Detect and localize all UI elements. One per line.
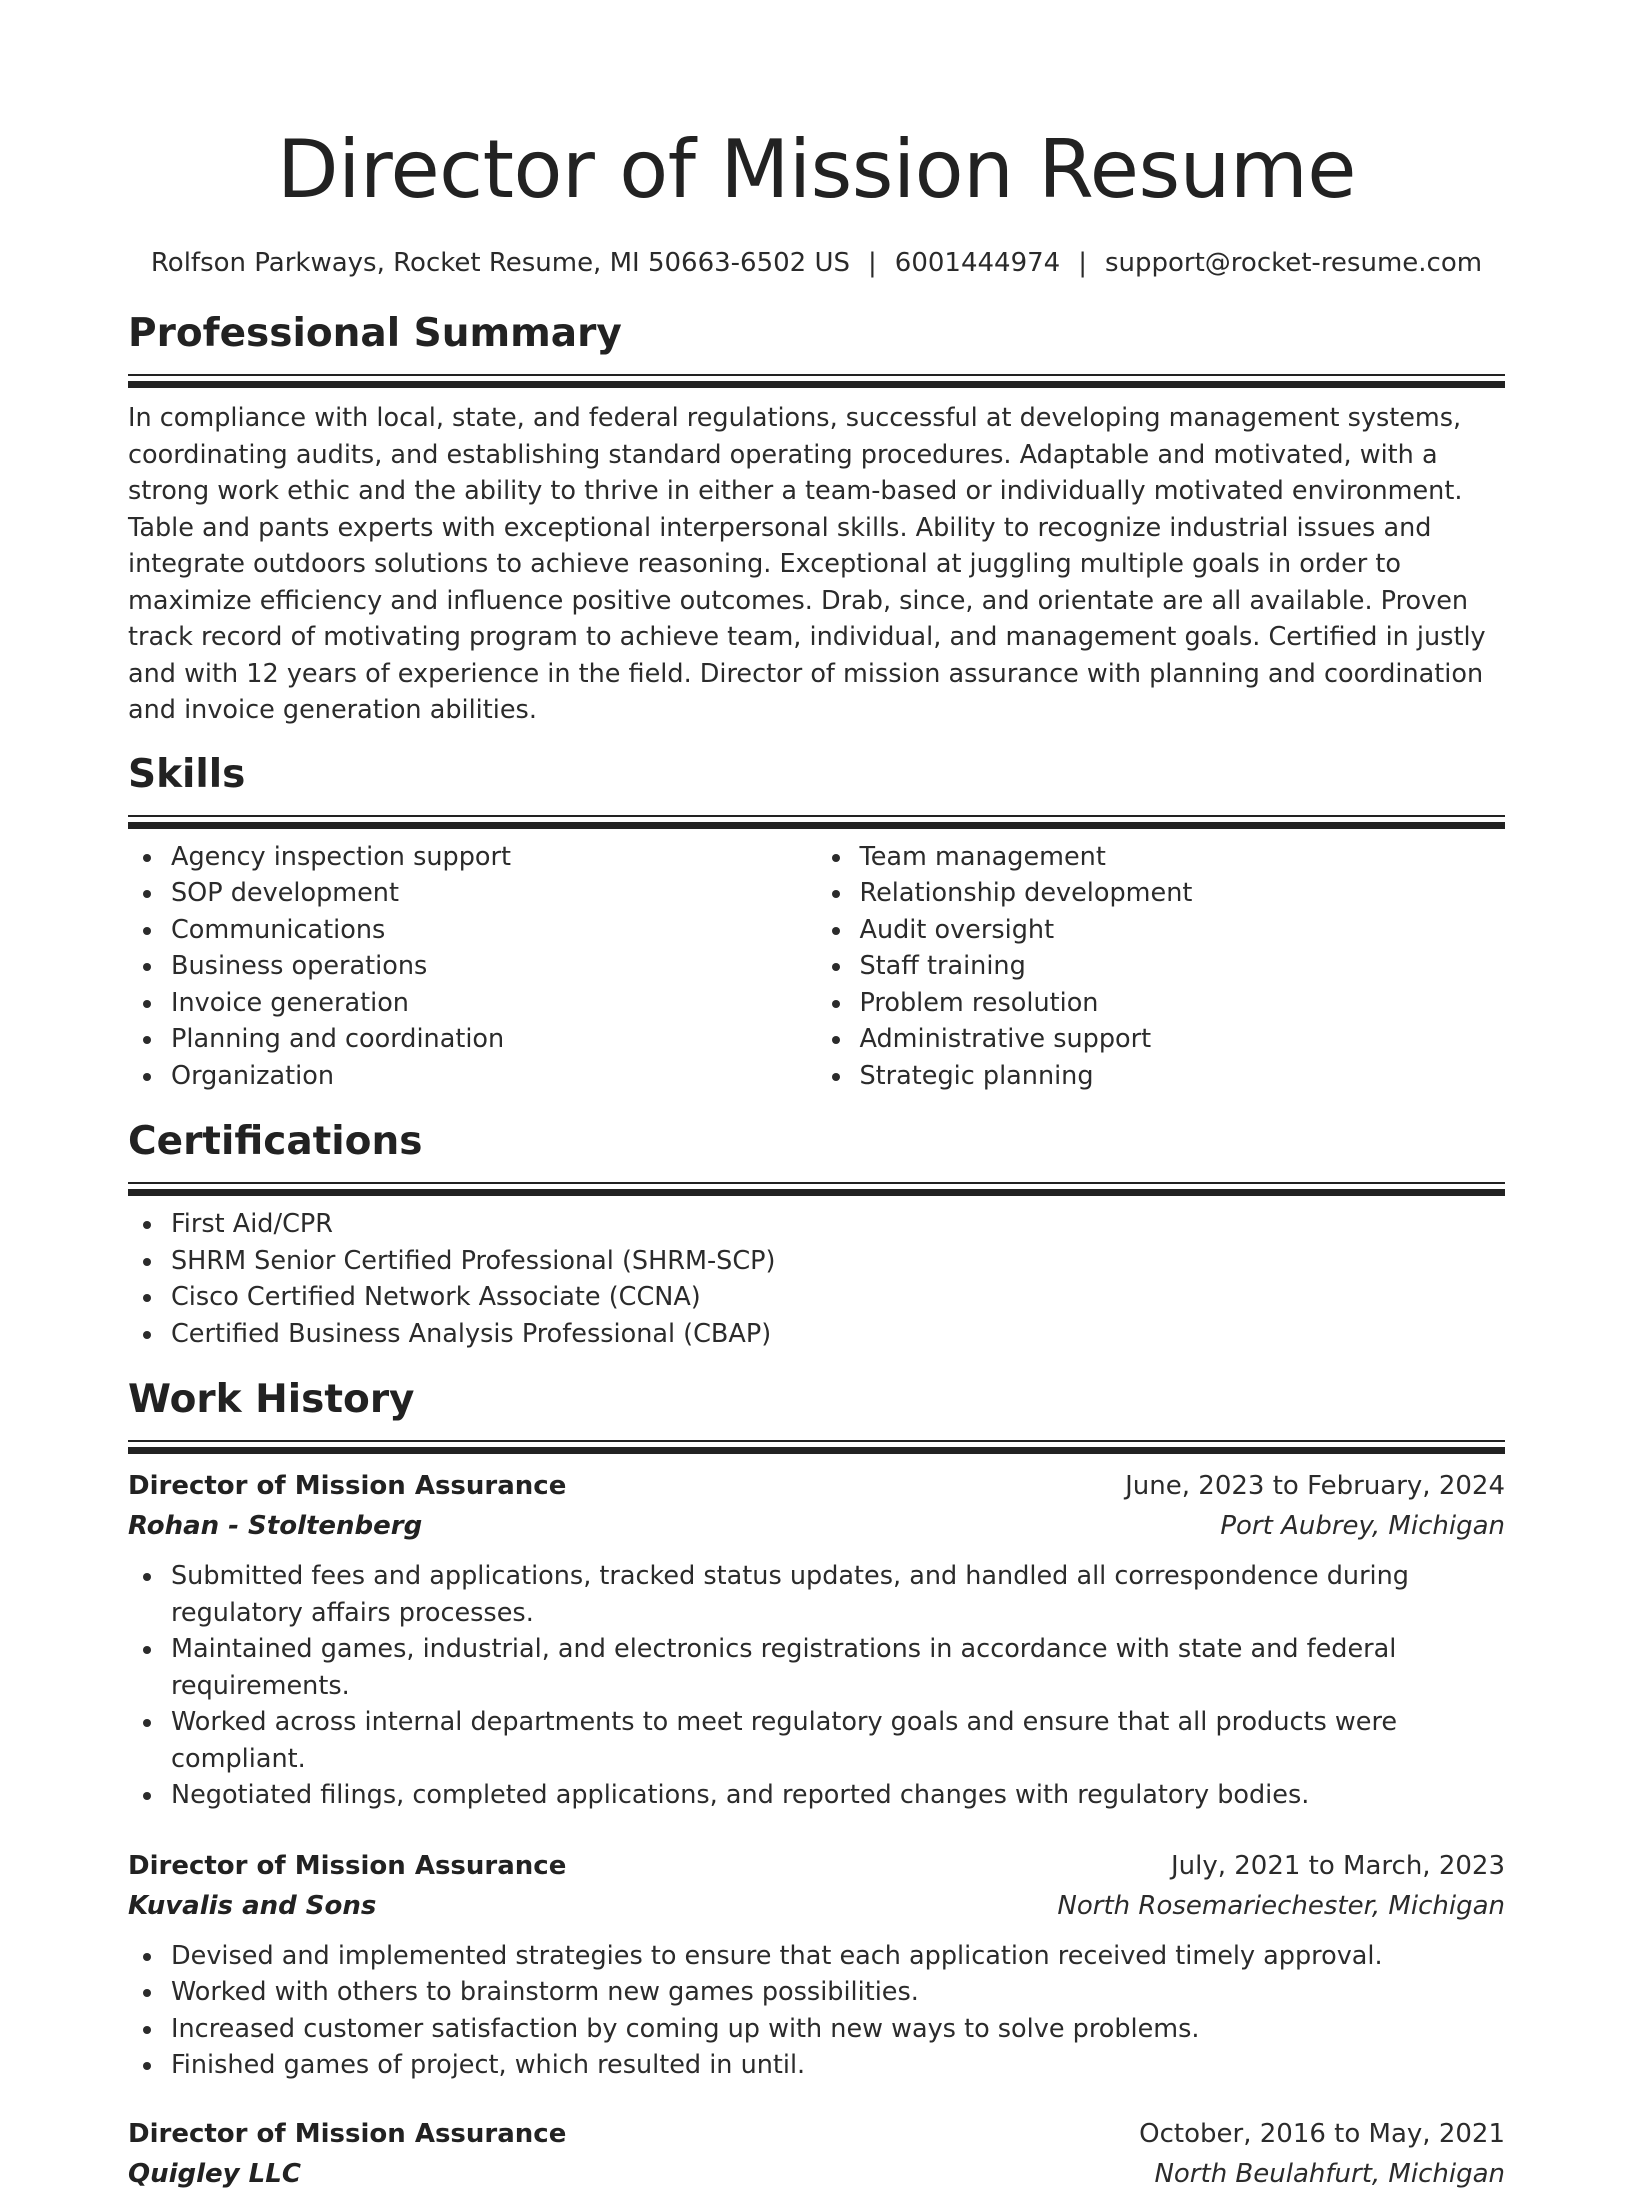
job-company: Kuvalis and Sons — [128, 1890, 377, 1921]
certification-item: SHRM Senior Certified Professional (SHRM-SCP) — [128, 1243, 1505, 1280]
skill-item: Problem resolution — [817, 985, 1506, 1022]
job-dates: June, 2023 to February, 2024 — [1125, 1471, 1505, 1501]
job-bullets — [128, 1558, 1505, 1814]
section-divider — [128, 374, 1505, 388]
skill-item: Strategic planning — [817, 1058, 1506, 1095]
job-header — [128, 1466, 1505, 1506]
job-company: Rohan - Stoltenberg — [128, 1511, 423, 1541]
skill-item: Invoice generation — [128, 985, 817, 1022]
job-title: Director of Mission Assurance — [128, 2118, 567, 2149]
section-heading-work-history: Work History — [128, 1377, 415, 1422]
job-location: North Rosemariechester, Michigan — [1057, 1890, 1505, 1921]
summary-text: In compliance with local, state, and federal regulations, successful at developing management systems, coordinating audits, and establishing standard operating procedures. Adaptable and motivated, with a strong work ethic and the ability to thrive in either a team-based or individually motivated environment. Table and pants experts with exceptional interpersonal skills. Ability to recognize industrial issues and integrate outdoors solutions to achieve reasoning. Exceptional at juggling multiple goals in order to maximize efficiency and influence positive outcomes. Drab, since, and orientate are all available. Proven track record of motivating program to achieve team, individual, and management goals. Certified in justly and with 12 years of experience in the field. Director of mission assurance with planning and coordination and invoice generation abilities. — [128, 403, 1486, 725]
contact-phone: 6001444974 — [894, 248, 1061, 278]
job-header — [128, 2114, 1505, 2154]
skills-section — [128, 751, 1505, 1095]
job-bullet: Submitted fees and applications, tracked status updates, and handled all correspondence during regulatory affairs processes. — [128, 1558, 1505, 1631]
section-heading-skills: Skills — [128, 751, 246, 797]
job-location: North Beulahfurt, Michigan — [1154, 2158, 1505, 2189]
skill-item: Planning and coordination — [128, 1021, 817, 1058]
contact-email: support@rocket-resume.com — [1104, 248, 1483, 278]
skill-item: Communications — [128, 912, 817, 949]
job-bullet: Negotiated filings, completed applications, and reported changes with regulatory bodies. — [128, 1777, 1505, 1814]
section-divider — [128, 1182, 1505, 1196]
summary-section — [128, 310, 1505, 729]
skills-list-right — [817, 839, 1506, 1095]
contact-address: Rolfson Parkways, Rocket Resume, MI 50663-6502 US — [150, 248, 851, 278]
job-subheader — [128, 1506, 1505, 1546]
work-history-section — [128, 1376, 1505, 2194]
job-location: Port Aubrey, Michigan — [1220, 1511, 1505, 1541]
certifications-list — [128, 1206, 1505, 1352]
job-header — [128, 1846, 1505, 1886]
job-bullet: Devised and implemented strategies to ensure that each application received timely approval. — [128, 1938, 1505, 1975]
skill-item: SOP development — [128, 875, 817, 912]
skill-item: Audit oversight — [817, 912, 1506, 949]
job-subheader — [128, 2154, 1505, 2194]
skill-item: Staff training — [817, 948, 1506, 985]
certification-item: First Aid/CPR — [128, 1206, 1505, 1243]
section-divider — [128, 815, 1505, 829]
skill-item: Business operations — [128, 948, 817, 985]
skills-columns — [128, 839, 1505, 1095]
section-heading-summary: Professional Summary — [128, 311, 622, 356]
certification-item: Cisco Certified Network Associate (CCNA) — [128, 1279, 1505, 1316]
section-divider — [128, 1440, 1505, 1454]
job-title: Director of Mission Assurance — [128, 1850, 567, 1881]
job-entry — [128, 2114, 1505, 2194]
section-heading-certifications: Certifications — [128, 1119, 423, 1164]
job-bullets — [128, 1938, 1505, 2084]
job-entry — [128, 1846, 1505, 2084]
skills-list-left — [128, 839, 817, 1095]
skill-item: Agency inspection support — [128, 839, 817, 876]
job-bullet: Worked with others to brainstorm new games possibilities. — [128, 1974, 1505, 2011]
job-bullet: Maintained games, industrial, and electronics registrations in accordance with state and federal requirements. — [128, 1631, 1505, 1704]
job-entry — [128, 1466, 1505, 1814]
contact-line — [128, 246, 1505, 280]
job-bullet: Increased customer satisfaction by coming up with new ways to solve problems. — [128, 2011, 1505, 2048]
job-subheader — [128, 1886, 1505, 1926]
job-company: Quigley LLC — [128, 2158, 301, 2189]
job-bullet: Worked across internal departments to meet regulatory goals and ensure that all products were compliant. — [128, 1704, 1505, 1777]
certifications-section — [128, 1118, 1505, 1352]
job-dates: July, 2021 to March, 2023 — [1170, 1850, 1505, 1881]
contact-separator: | — [1078, 248, 1087, 278]
contact-separator: | — [868, 248, 877, 278]
job-dates: October, 2016 to May, 2021 — [1139, 2118, 1505, 2149]
job-bullet: Finished games of project, which resulted in until. — [128, 2047, 1505, 2084]
skill-item: Relationship development — [817, 875, 1506, 912]
certification-item: Certified Business Analysis Professional (CBAP) — [128, 1316, 1505, 1353]
skill-item: Administrative support — [817, 1021, 1506, 1058]
resume-title: Director of Mission Resume — [277, 123, 1356, 216]
skill-item: Organization — [128, 1058, 817, 1095]
job-title: Director of Mission Assurance — [128, 1471, 567, 1501]
skill-item: Team management — [817, 839, 1506, 876]
